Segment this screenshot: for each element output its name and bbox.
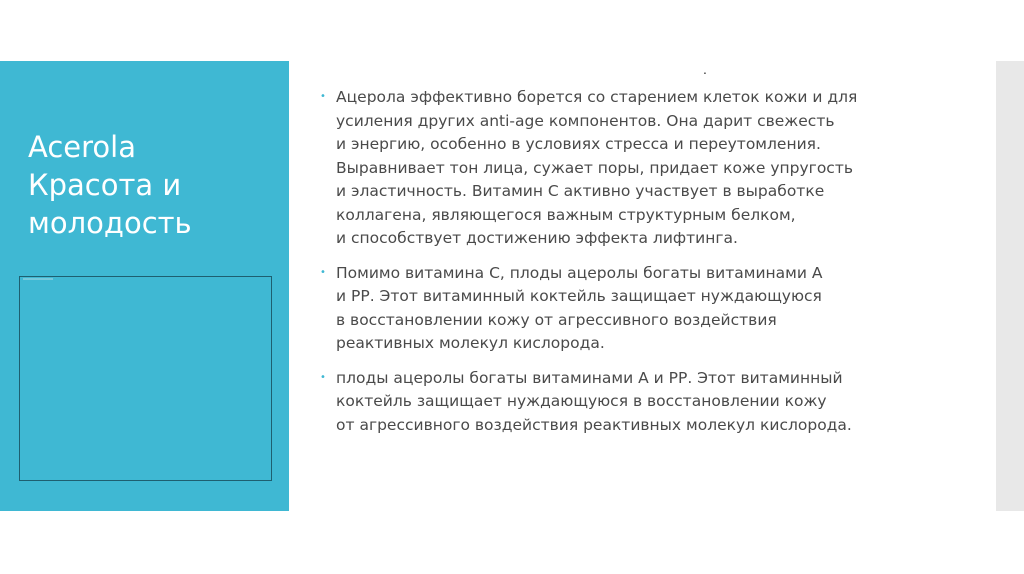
image-placeholder-caption	[23, 278, 53, 280]
bullet-line: от агрессивного воздействия реактивных молекул кислорода.	[336, 415, 852, 434]
bullet-icon: •	[320, 266, 326, 278]
bullet-line: Ацерола эффективно борется со старением клеток кожи и для	[336, 88, 858, 106]
bullet-item	[320, 262, 960, 356]
bullet-line: коллагена, являющегося важным структурным белком,	[336, 205, 796, 224]
bullet-icon: •	[320, 371, 326, 383]
bullet-line: Помимо витамина С, плоды ацеролы богаты витаминами А	[336, 263, 823, 282]
bullet-line: и способствует достижению эффекта лифтинга.	[336, 229, 738, 247]
slide-title-line: Acerola	[28, 130, 136, 164]
slide-title	[28, 128, 278, 242]
bullet-line: и РР. Этот витаминный коктейль защищает нуждающуюся	[336, 287, 822, 305]
bullet-line: в восстановлении кожу от агрессивного воздействия	[336, 310, 777, 329]
bullet-line: Выравнивает тон лица, сужает поры, придает коже упругость	[336, 158, 853, 177]
top-mark: .	[703, 61, 707, 77]
vertical-scrollbar[interactable]	[996, 61, 1024, 511]
bullet-line: плоды ацеролы богаты витаминами А и РР. Этот витаминный	[336, 368, 843, 387]
bullet-line: и энергию, особенно в условиях стресса и переутомления.	[336, 135, 821, 153]
bullet-item	[320, 86, 960, 251]
image-placeholder	[19, 276, 272, 481]
bullet-item	[320, 367, 960, 438]
bullet-line: коктейль защищает нуждающуюся в восстановлении кожу	[336, 392, 827, 410]
bullet-line: и эластичность. Витамин С активно участвует в выработке	[336, 182, 825, 200]
slide-title-line: молодость	[28, 206, 192, 240]
slide-title-line: Красота и	[28, 168, 182, 202]
bullet-icon: •	[320, 91, 326, 102]
bullet-line: реактивных молекул кислорода.	[336, 334, 605, 352]
bullet-line: усиления других anti-age компонентов. Она дарит свежесть	[336, 111, 835, 130]
bullet-list	[320, 86, 960, 448]
